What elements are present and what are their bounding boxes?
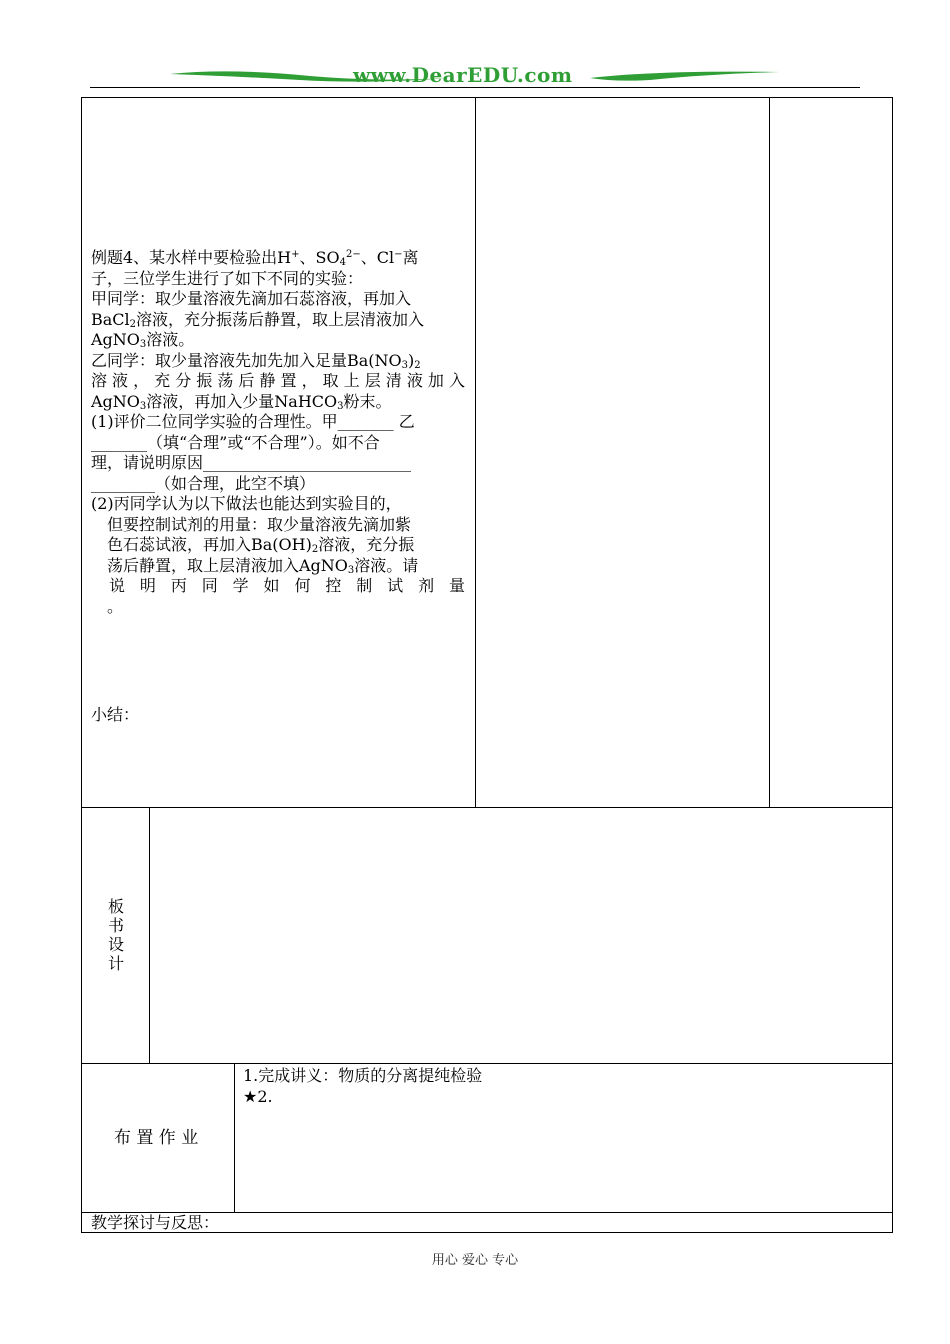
example-block	[91, 248, 469, 617]
question-2-line5: 说明丙同学如何控制试剂量	[109, 576, 465, 595]
question-2-line3: 色石蕊试液，再加入$Ba(OH)_2$溶液，充分振	[107, 535, 415, 555]
student-a-line1: 甲同学：取少量溶液先滴加石蕊溶液，再加入	[91, 289, 412, 308]
question-2-line4: 荡后静置，取上层清液加入AgNO$_3$溶液。请	[107, 555, 419, 576]
question-2-line2: 但要控制试剂的用量：取少量溶液先滴加紫	[107, 514, 412, 534]
row2-bottom-rule	[81, 1063, 893, 1064]
header-rule	[90, 87, 860, 88]
student-a-line3: AgNO$_3$溶液。	[91, 330, 195, 350]
student-b-line1: 乙同学：取少量溶液先加先加入足量$Ba(NO_3)_2$	[91, 350, 421, 371]
question-1-line3: 理，请说明原因__________________________	[91, 453, 412, 472]
question-1-line4: ________（如合理，此空不填）	[91, 473, 316, 493]
example-title-line2: 子，三位学生进行了如下不同的实验：	[91, 268, 364, 288]
summary-label: 小结：	[91, 705, 140, 724]
reflection-label: 教学探讨与反思：	[91, 1213, 220, 1232]
swoosh-right-icon	[590, 66, 780, 86]
homework-item-1: 1.完成讲义：物质的分离提纯检验	[243, 1066, 483, 1085]
logo-text: www.DearEDU.com	[353, 63, 573, 87]
question-2-line1: (2)丙同学认为以下做法也能达到实验目的，	[91, 494, 402, 513]
row1-col-divider-a	[475, 97, 476, 808]
student-b-line3: AgNO$_3$溶液，再加入少量NaHCO$_3$粉末。	[91, 391, 392, 412]
homework-item-2: ★2.	[243, 1087, 273, 1106]
table-border-top	[81, 97, 893, 98]
homework-label: 布 置 作 业	[114, 1128, 199, 1148]
row2-col-divider	[149, 807, 150, 1064]
row1-col-divider-b	[769, 97, 770, 808]
question-2-line6: 。	[107, 596, 124, 616]
footer-text: 用心 爱心 专心	[431, 1253, 519, 1268]
question-1-line2: _______（填“合理”或“不合理”）。如不合	[91, 432, 380, 452]
row1-bottom-rule	[81, 807, 893, 808]
question-1-line1: (1)评价二位同学实验的合理性。甲_______ 乙	[91, 412, 415, 431]
student-b-line2: 溶液，充分振荡后静置，取上层清液加入	[91, 371, 465, 390]
board-design-label: 板书设计	[107, 897, 124, 973]
example-title-line1: 例题4、某水样中要检验出H+、$SO_4^{2-}$、Cl−离	[91, 248, 419, 268]
row3-col-divider	[234, 1063, 235, 1213]
student-a-line2: BaCl$_2$溶液，充分振荡后静置，取上层清液加入	[91, 309, 425, 330]
